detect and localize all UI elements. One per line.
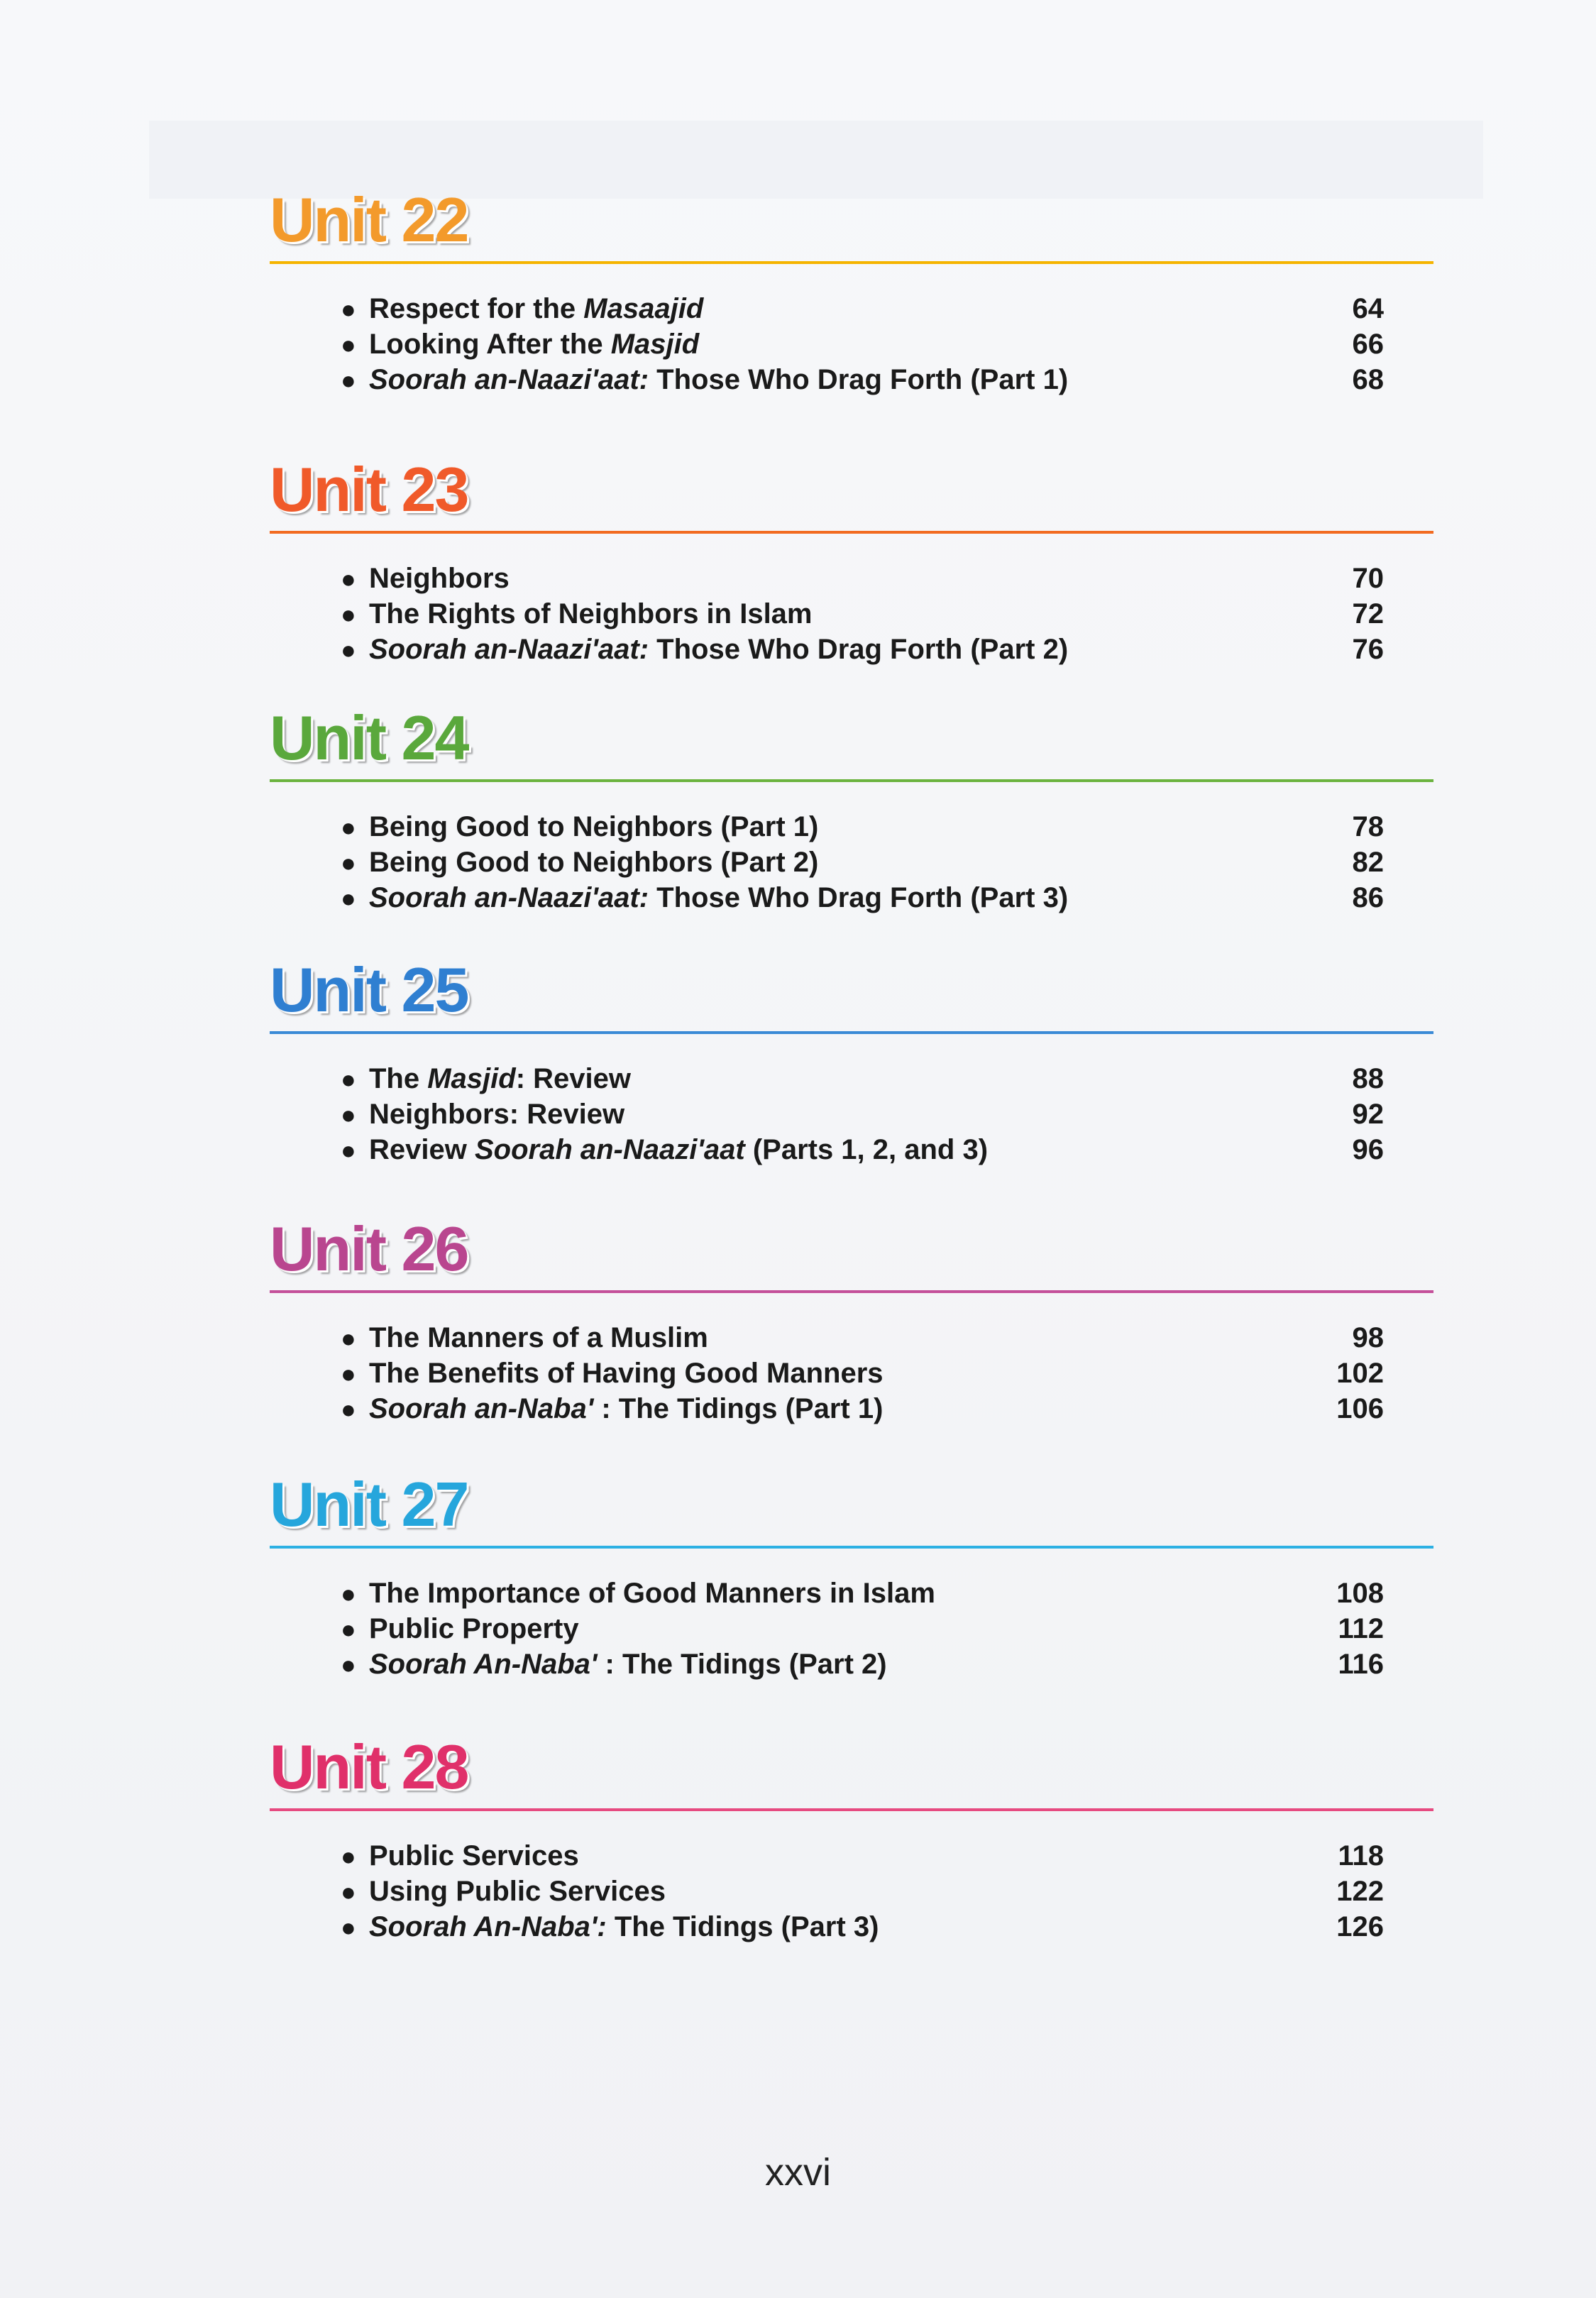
bullet-icon: ● — [341, 1100, 356, 1129]
page-number-ref: 122 — [1336, 1876, 1384, 1907]
unit-section — [270, 1469, 1433, 1682]
unit-heading: Unit 27 — [270, 1469, 468, 1539]
bullet-icon: ● — [341, 1579, 356, 1608]
bullet-icon: ● — [341, 1359, 356, 1388]
bullet-icon: ● — [341, 1650, 356, 1679]
lesson-entry[interactable] — [341, 845, 1384, 880]
page-number-ref: 72 — [1352, 598, 1384, 630]
page-number-ref: 88 — [1352, 1063, 1384, 1094]
bullet-icon: ● — [341, 330, 356, 359]
lesson-title-text: Review — [369, 1134, 475, 1165]
lesson-entry[interactable] — [341, 1874, 1384, 1909]
lesson-entry[interactable] — [341, 1838, 1384, 1874]
bullet-icon: ● — [341, 295, 356, 324]
unit-heading: Unit 24 — [270, 703, 468, 773]
lesson-entry[interactable] — [341, 1320, 1384, 1356]
unit-heading: Unit 23 — [270, 454, 468, 524]
lesson-title-text: Respect for the — [369, 293, 584, 324]
unit-section — [270, 1214, 1433, 1426]
lesson-title — [369, 598, 813, 630]
lesson-title — [369, 1134, 988, 1165]
lesson-entry[interactable] — [341, 326, 1384, 362]
unit-divider — [270, 779, 1433, 782]
lesson-title — [369, 1578, 935, 1609]
lesson-title-suffix: : The Tidings (Part 1) — [593, 1393, 884, 1424]
unit-heading: Unit 22 — [270, 185, 468, 255]
unit-section — [270, 955, 1433, 1167]
lesson-title-suffix: : The Tidings (Part 2) — [597, 1649, 887, 1680]
lesson-title — [369, 811, 818, 842]
page-number-ref: 70 — [1352, 563, 1384, 594]
lesson-title-text: Neighbors: Review — [369, 1099, 625, 1130]
lesson-title-text: The — [369, 1063, 428, 1094]
lesson-title-italic: Masaajid — [583, 293, 704, 324]
lesson-title-text: The Importance of Good Manners in Islam — [369, 1578, 935, 1609]
lesson-title — [369, 1911, 879, 1942]
page-number-ref: 82 — [1352, 847, 1384, 878]
lesson-title-italic: Soorah an-Naazi'aat — [474, 1134, 745, 1165]
lesson-title-italic: Soorah an-Naazi'aat: — [369, 634, 649, 665]
lesson-title-text: Neighbors — [369, 563, 510, 594]
unit-heading: Unit 28 — [270, 1732, 468, 1802]
bullet-icon: ● — [341, 848, 356, 877]
lesson-title — [369, 1322, 708, 1353]
lesson-entry[interactable] — [341, 1096, 1384, 1132]
bullet-icon: ● — [341, 1324, 356, 1353]
lesson-list — [341, 1320, 1384, 1426]
bullet-icon: ● — [341, 600, 356, 629]
lesson-title — [369, 1649, 887, 1680]
lesson-entry[interactable] — [341, 1391, 1384, 1426]
lesson-list — [341, 1576, 1384, 1682]
lesson-entry[interactable] — [341, 291, 1384, 326]
bullet-icon: ● — [341, 1065, 356, 1094]
lesson-title — [369, 1393, 883, 1424]
lesson-list — [341, 291, 1384, 397]
lesson-title-text: The Rights of Neighbors in Islam — [369, 598, 813, 630]
lesson-title-suffix: : Review — [515, 1063, 632, 1094]
unit-heading: Unit 26 — [270, 1214, 468, 1284]
unit-section — [270, 703, 1433, 916]
lesson-title-text: Being Good to Neighbors (Part 2) — [369, 847, 819, 878]
page-number-ref: 68 — [1352, 364, 1384, 395]
page-number-ref: 96 — [1352, 1134, 1384, 1165]
lesson-entry[interactable] — [341, 362, 1384, 397]
bullet-icon: ● — [341, 635, 356, 664]
lesson-title-italic: Masjid — [427, 1063, 516, 1094]
bullet-icon: ● — [341, 1842, 356, 1871]
lesson-title-italic: Soorah an-Naazi'aat: — [369, 364, 649, 395]
lesson-list — [341, 561, 1384, 667]
bullet-icon: ● — [341, 365, 356, 395]
page-number-ref: 86 — [1352, 882, 1384, 913]
page-number-ref: 76 — [1352, 634, 1384, 665]
unit-section — [270, 454, 1433, 667]
lesson-title-suffix: The Tidings (Part 3) — [606, 1911, 879, 1942]
page-number-ref: 108 — [1336, 1578, 1384, 1609]
lesson-title — [369, 1099, 624, 1130]
lesson-entry[interactable] — [341, 1061, 1384, 1096]
page-number-ref: 66 — [1352, 329, 1384, 360]
lesson-entry[interactable] — [341, 1132, 1384, 1167]
lesson-title-suffix: Those Who Drag Forth (Part 2) — [649, 634, 1069, 665]
lesson-title — [369, 634, 1068, 665]
lesson-title — [369, 847, 818, 878]
unit-divider — [270, 1031, 1433, 1034]
bullet-icon: ● — [341, 1877, 356, 1906]
bullet-icon: ● — [341, 1615, 356, 1644]
unit-divider — [270, 1290, 1433, 1293]
lesson-title — [369, 1840, 579, 1871]
lesson-title — [369, 882, 1068, 913]
lesson-entry[interactable] — [341, 880, 1384, 916]
page-number-ref: 92 — [1352, 1099, 1384, 1130]
lesson-title-suffix: Those Who Drag Forth (Part 3) — [649, 882, 1069, 913]
bullet-icon: ● — [341, 813, 356, 842]
page-number-ref: 126 — [1336, 1911, 1384, 1942]
lesson-entry[interactable] — [341, 1611, 1384, 1646]
lesson-title-text: Using Public Services — [369, 1876, 666, 1907]
lesson-title-text: Being Good to Neighbors (Part 1) — [369, 811, 819, 842]
lesson-title — [369, 1358, 884, 1389]
page-number-ref: 118 — [1338, 1840, 1384, 1871]
page-number-ref: 112 — [1338, 1613, 1384, 1644]
lesson-title — [369, 1613, 579, 1644]
bullet-icon: ● — [341, 1136, 356, 1165]
page-number-ref: 78 — [1352, 811, 1384, 842]
unit-heading: Unit 25 — [270, 955, 468, 1025]
lesson-title — [369, 563, 510, 594]
unit-divider — [270, 1546, 1433, 1549]
lesson-entry[interactable] — [341, 596, 1384, 632]
lesson-entry[interactable] — [341, 1576, 1384, 1611]
lesson-title-text: Public Property — [369, 1613, 579, 1644]
lesson-entry[interactable] — [341, 1356, 1384, 1391]
bullet-icon: ● — [341, 1913, 356, 1942]
lesson-title — [369, 364, 1068, 395]
lesson-title — [369, 1876, 666, 1907]
bullet-icon: ● — [341, 1395, 356, 1424]
unit-section — [270, 185, 1433, 397]
unit-divider — [270, 1808, 1433, 1811]
lesson-title-text: Public Services — [369, 1840, 579, 1871]
lesson-title-suffix: Those Who Drag Forth (Part 1) — [649, 364, 1069, 395]
lesson-list — [341, 809, 1384, 916]
lesson-title-italic: Soorah an-Naazi'aat: — [369, 882, 649, 913]
bullet-icon: ● — [341, 564, 356, 593]
unit-section — [270, 1732, 1433, 1945]
lesson-list — [341, 1061, 1384, 1167]
bullet-icon: ● — [341, 884, 356, 913]
page-number-ref: 116 — [1338, 1649, 1384, 1680]
lesson-title-italic: Masjid — [610, 329, 700, 360]
page-number-ref: 98 — [1352, 1322, 1384, 1353]
page-number-ref: 106 — [1336, 1393, 1384, 1424]
lesson-list — [341, 1838, 1384, 1945]
lesson-entry[interactable] — [341, 809, 1384, 845]
lesson-entry[interactable] — [341, 1909, 1384, 1945]
lesson-title-italic: Soorah An-Naba' — [369, 1649, 598, 1680]
lesson-entry[interactable] — [341, 632, 1384, 667]
lesson-title-text: Looking After the — [369, 329, 611, 360]
page-number-ref: 64 — [1352, 293, 1384, 324]
lesson-title-text: The Manners of a Muslim — [369, 1322, 708, 1353]
lesson-title — [369, 1063, 631, 1094]
lesson-title-text: The Benefits of Having Good Manners — [369, 1358, 884, 1389]
lesson-title-suffix: (Parts 1, 2, and 3) — [744, 1134, 989, 1165]
lesson-title — [369, 293, 703, 324]
lesson-title-italic: Soorah An-Naba': — [369, 1911, 607, 1942]
lesson-title-italic: Soorah an-Naba' — [369, 1393, 594, 1424]
unit-divider — [270, 531, 1433, 534]
lesson-entry[interactable] — [341, 1646, 1384, 1682]
page-number: xxvi — [765, 2151, 831, 2194]
page-number-ref: 102 — [1336, 1358, 1384, 1389]
unit-divider — [270, 261, 1433, 264]
lesson-entry[interactable] — [341, 561, 1384, 596]
lesson-title — [369, 329, 699, 360]
